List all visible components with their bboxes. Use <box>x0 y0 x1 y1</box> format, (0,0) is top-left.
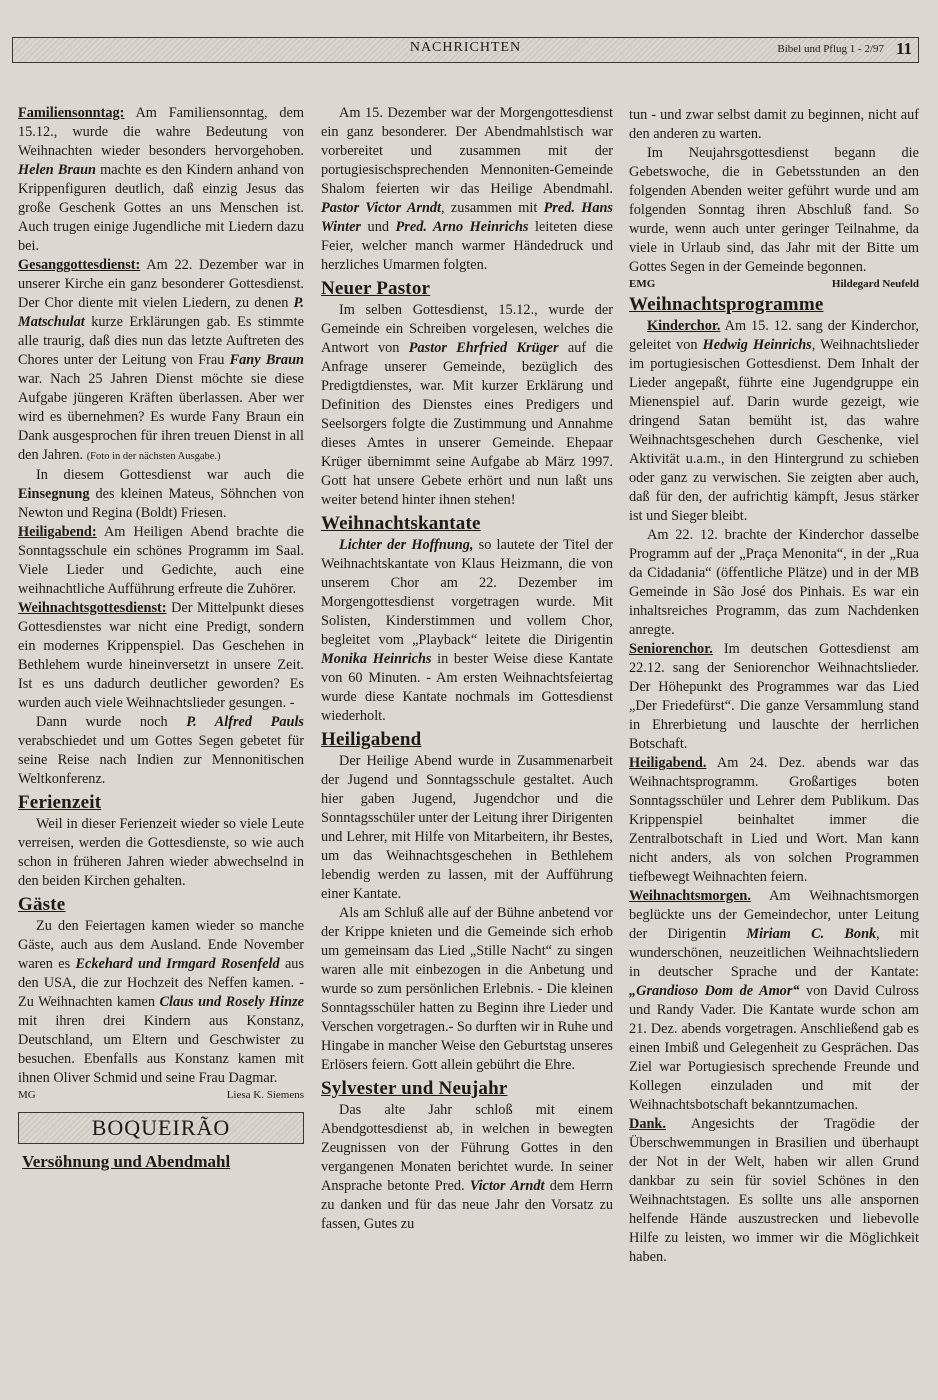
column-3 <box>629 106 919 1267</box>
run-in-heading: Heiligabend: <box>18 524 97 540</box>
paragraph-gaeste: Zu den Feiertagen kamen wieder so manche Gäste, auch aus dem Ausland. Ende November waren es Eckehard und Irmgard Rosenfeld aus den USA, die zur Hochzeit des Neffen kamen. - Zu Weihnachten kamen Claus und Rosely Hinze mit ihren drei Kindern aus Konstanz, Deutschland, um Eltern und Geschwister zu besuchen. Ebenfalls aus Konstanz kamen mit ihnen Oliver Schmid und seine Frau Dagmar. <box>18 918 305 1086</box>
person-name: Victor Arndt <box>469 1178 545 1194</box>
run-in-heading: Dank. <box>629 1116 666 1132</box>
run-in-heading: Heiligabend. <box>629 755 707 771</box>
heading-weihnachtskantate: Weihnachtskantate <box>321 513 481 534</box>
person-name: P. Alfred Pauls <box>186 714 304 730</box>
page-header <box>12 37 919 63</box>
paragraph-weihnachtskantate: Lichter der Hoffnung, so lautete der Titel der Weihnachtskantate von Klaus Heizmann, die von unserem Chor am 22. Dezember im Morgengottesdienst vorgetragen wurde. Mit Solisten, Kinderstimmen und vollem Chor, begleitet vom „Playback“ leitete die Dirigentin Monika Heinrichs in bester Weise diese Kantate von 60 Minuten. - Am ersten Weihnachtsfeiertag wurde diese Kantate nochmals im Gottesdienst wiederholt. <box>321 537 613 724</box>
heading-ferienzeit: Ferienzeit <box>18 792 102 813</box>
paragraph-einsegnung: In diesem Gottesdienst war auch die Einsegnung des kleinen Mateus, Söhnchen von Newton und Regina (Boldt) Friesen. <box>18 467 304 521</box>
run-in-heading: Familiensonntag: <box>18 105 125 121</box>
paragraph-heiligabend: Heiligabend: Am Heiligen Abend brachte die Sonntagsschule ein schönes Programm im Saal. Viele Lieder und Gedichte, auch eine weihnachtliche Aufführung erfreute die Zuhörer. <box>18 524 304 597</box>
paragraph-sylvester: Das alte Jahr schloß mit einem Abendgottesdienst ab, in welchen in bewegten Zeugnissen von der Führung Gottes in den vergangenen Monaten berichtet wurde. In seiner Ansprache betonte Pred. Victor Arndt dem Herrn zu danken und für das neue Jahr den Vorsatz zu fassen, Gutes zu <box>321 1102 614 1232</box>
person-name: Helen Braun <box>18 162 96 178</box>
paragraph-continuation: tun - und zwar selbst damit zu beginnen, nicht auf den anderen zu warten. <box>629 107 919 142</box>
section-title: NACHRICHTEN <box>409 40 522 55</box>
paragraph-familiensonntag: Familiensonntag: Am Familiensonntag, dem 15.12., wurde die wahre Bedeutung von Weihnachten wieder besonders hervorgehoben. Helen Braun machte es den Kindern anhand von Krippenfiguren deutlich, daß einzig Jesus das große Geschenk Gottes an uns Menschen ist. Auch trugen einige Jugendliche mit Liedern dazu bei. <box>18 105 305 254</box>
signature: EMG Hildegard Neufeld <box>629 278 919 290</box>
person-name: Claus und Rosely Hinze <box>159 994 304 1010</box>
run-in-heading: Kinderchor. <box>647 318 721 334</box>
person-name: P. Matschulat <box>18 295 304 330</box>
heading-weihnachtsprogramme: Weihnachtsprogramme <box>629 294 824 315</box>
paragraph-kinderchor-2: Am 22. 12. brachte der Kinderchor dasselbe Programm auf der „Praça Menonita“, in der „Rua da Cidadania“ (öffentliche Plätze) und in der MB Gemeinde in São José dos Pinhais. Es war ein inhaltsreiches Programm, das zum Nachdenken anregte. <box>629 527 919 638</box>
section-banner-boqueirao: BOQUEIRÃO <box>18 1112 304 1144</box>
paragraph-pauls: Dann wurde noch P. Alfred Pauls verabschiedet und um Gottes Segen gebetet für seine Reise nach Indien zur Mennonitischen Weltkonferenz. <box>18 714 304 787</box>
heading-versoehnung: Versöhnung und Abendmahl <box>22 1152 231 1171</box>
run-in-heading: Seniorenchor. <box>629 641 713 657</box>
paragraph-neujahr: Im Neujahrsgottesdienst begann die Gebetswoche, die in Gebetsstunden an den folgenden Abenden weiter geführt wurde und am folgenden Sonntag ihren Abschluß fand. So wurde, wenn auch unter geringer Teilnahme, da viele in Urlaub sind, das Jahr mit der Bitte um Gottes Segen in der Gemeinde begonnen. <box>629 145 919 275</box>
photo-note: (Foto in der nächsten Ausgabe.) <box>86 451 221 462</box>
paragraph-weihnachtsgottesdienst: Weihnachtsgottesdienst: Der Mittelpunkt dieses Gottesdienstes war nicht eine Predigt, sondern ein modernes Krippenspiel. Das Geschehen in Bethlehem wurde hineinversetzt in unsere Zeit. Ist es uns dadurch deutlicher geworden? Es wurden auch viele Weihnachtslieder gesungen. - <box>18 600 304 711</box>
run-in-heading: Gesanggottesdienst: <box>18 257 141 273</box>
person-name: Miriam C. Bonk <box>746 926 877 942</box>
run-in-heading: Weihnachtsgottesdienst: <box>18 600 167 616</box>
paragraph-seniorenchor: Seniorenchor. Im deutschen Gottesdienst am 22.12. sang der Seniorenchor Weihnachtslieder. Der Höhepunkt des Programmes war das Lied „Der Friedefürst“. Die ganze Versammlung stand in Ehrerbietung und lauschte der herrlichen Botschaft. <box>629 641 919 752</box>
person-name: Monika Heinrichs <box>321 651 432 667</box>
column-1 <box>18 104 304 1171</box>
column-2 <box>321 104 613 1234</box>
paragraph-abendmahl: Am 15. Dezember war der Morgengottesdienst ein ganz besonderer. Der Abendmahlstisch war vorbereitet und zusammen mit der portugiesischsprechenden Mennoniten-Gemeinde Shalom feierten wir das Heilige Abendmahl. Pastor Victor Arndt, zusammen mit Pred. Hans Winter und Pred. Arno Heinrichs leiteten diese Feier, welcher manch warmer Händedruck und herzliches Umarmen folgten. <box>321 105 614 273</box>
paragraph-heiligabend-2: Als am Schluß alle auf der Bühne anbetend vor der Krippe knieten und die Gemeinde sich erhob um gemeinsam das Lied „Stille Nacht“ zu singen waren alle mit einbezogen in die Anbetung und wurde so zum persönlichen Erlebnis. - Die kleinen Sonntagsschüler hatten zu Beginn ihre Lieder und Verschen vorgetragen.- So durften wir in Ruhe und Hingabe in mancher Weise den Geburtstag unseres Erlösers feiern. Gott allein gebührt die Ehre. <box>321 905 613 1073</box>
paragraph-kinderchor: Kinderchor. Am 15. 12. sang der Kinderchor, geleitet von Hedwig Heinrichs, Weihnachtslieder im portugiesischen Gottesdienst. Dem Inhalt der Lieder angepaßt, führte eine Jugendgruppe ein Mienenspiel auf. Darin wurde gezeigt, wie dringend Satan bemüht ist, das wahre Weihnachtsgeschehen durch Geschenke, viel Aktivität u.a.m., in den Hintergrund zu schieben oder ganz zu verwischen. Sie zeigten aber auch, daß für den, der aufrichtig kämpft, Jesus stärker ist und Sieger bleibt. <box>629 318 919 524</box>
paragraph-gesanggottesdienst: Gesanggottesdienst: Am 22. Dezember war in unserer Kirche ein ganz besonderer Gottesdienst. Der Chor diente mit vielen Liedern, zu denen P. Matschulat kurze Erklärungen gab. Es stimmte alle traurig, daß dies nun das letzte Auftreten des Chores unter der Leitung von Frau Fany Braun war. Nach 25 Jahren Dienst möchte sie diese Aufgabe jüngeren Kräften überlassen. Aber wer wird es übernehmen? Es wurde Fany Braun ein Dank ausgesprochen für ihren treuen Dienst in all den Jahren. (Foto in der nächsten Ausgabe.) <box>18 257 304 463</box>
run-in-heading: Weihnachtsmorgen. <box>629 888 751 904</box>
paragraph-weihnachtsmorgen: Weihnachtsmorgen. Am Weihnachtsmorgen beglückte uns der Gemeindechor, unter Leitung der Dirigentin Miriam C. Bonk, mit wunderschönen, neuzeitlichen Weihnachtsliedern in deutscher Sprache und der Kantate: „Grandioso Dom de Amor“ von David Culross und Randy Vader. Die Kantate wurde schon am 21. Dez. abends vorgetragen. Anschließend gab es einen Imbiß und Gelegenheit zu Gesprächen. Das Ziel war Portugiesisch sprechende Freunde und Kollegen einzuladen und mit der Weihnachtsbotschaft bekanntzumachen. <box>629 888 919 1113</box>
heading-neuer-pastor: Neuer Pastor <box>321 278 431 299</box>
person-name: Hedwig Heinrichs <box>702 337 812 353</box>
paragraph-ferienzeit: Weil in dieser Ferienzeit wieder so viele Leute verreisen, werden die Gottesdienste, so wie auch schon in früheren Jahren wieder abwechselnd in den beiden Kirchen gehalten. <box>18 816 304 889</box>
signature: MG Liesa K. Siemens <box>18 1089 304 1101</box>
cantata-title: „Grandioso Dom de Amor“ <box>629 983 800 999</box>
person-name: Pred. Arno Heinrichs <box>395 219 529 235</box>
person-name: Pred. Hans Winter <box>321 200 613 235</box>
person-name: Eckehard und Irmgard Rosenfeld <box>75 956 280 972</box>
paragraph-heiligabend-program: Heiligabend. Am 24. Dez. abends war das Weihnachtsprogramm. Großartiges boten Sonntagsschüler und Lehrer dem Publikum. Das Krippenspiel beinhaltet immer die Zentralbotschaft in Lied und Wort. Man kann nicht anders, als von solchen Programmen tiefbewegt Weihnachten feiern. <box>629 755 919 885</box>
cantata-title: Lichter der Hoffnung, <box>339 537 474 553</box>
person-name: Fany Braun <box>229 352 304 368</box>
heading-sylvester: Sylvester und Neujahr <box>321 1078 508 1099</box>
paragraph-dank: Dank. Angesichts der Tragödie der Überschwemmungen in Brasilien und überhaupt der Not in der Welt, haben wir allen Grund dankbar zu sein für soviel Schönes in den Weihnachtstagen. Es sollte uns alle anspornen helfende Hände auszustrecken und liebevolle Hilfe zu leisten, wo immer wir die Möglichkeit haben. <box>629 1116 919 1265</box>
page-number: 11 <box>895 39 912 58</box>
heading-gaeste: Gäste <box>18 894 66 915</box>
paragraph-neuer-pastor: Im selben Gottesdienst, 15.12., wurde der Gemeinde ein Schreiben vorgelesen, welches die Antwort von Pastor Ehrfried Krüger auf die Anfrage unserer Gemeinde, bezüglich des Predigtdienstes, war. Mit kurzer Erklärung und Definition des Dienstes eines Predigers und Seelsorgers folgte die Zustimmung und Annahme dieses Amtes in unserer Gemeinde. Ehepaar Krüger übernimmt seine Aufgabe ab März 1997. Gott hat unsere Gebete erhört und nun laßt uns weiter betend hinter ihnen stehen! <box>321 302 613 508</box>
paragraph-heiligabend-1: Der Heilige Abend wurde in Zusammenarbeit der Jugend und Sonntagsschule gestaltet. Auch hier gaben Jugend, Jugendchor und die Sonntagsschüler unter der Leitung ihrer Dirigenten und Lehrer, mit Hilfe von Mitarbeitern, ihr Bestes, um das Weihnachtsgeschehen in Bethlehem lebendig werden zu lassen, mit der Aufführung einer Kantate. <box>321 753 613 902</box>
issue-label: Bibel und Pflug 1 - 2/97 <box>777 43 884 55</box>
person-name: Pastor Victor Arndt <box>321 200 442 216</box>
heading-heiligabend: Heiligabend <box>321 729 422 750</box>
person-name: Pastor Ehrfried Krüger <box>408 340 559 356</box>
